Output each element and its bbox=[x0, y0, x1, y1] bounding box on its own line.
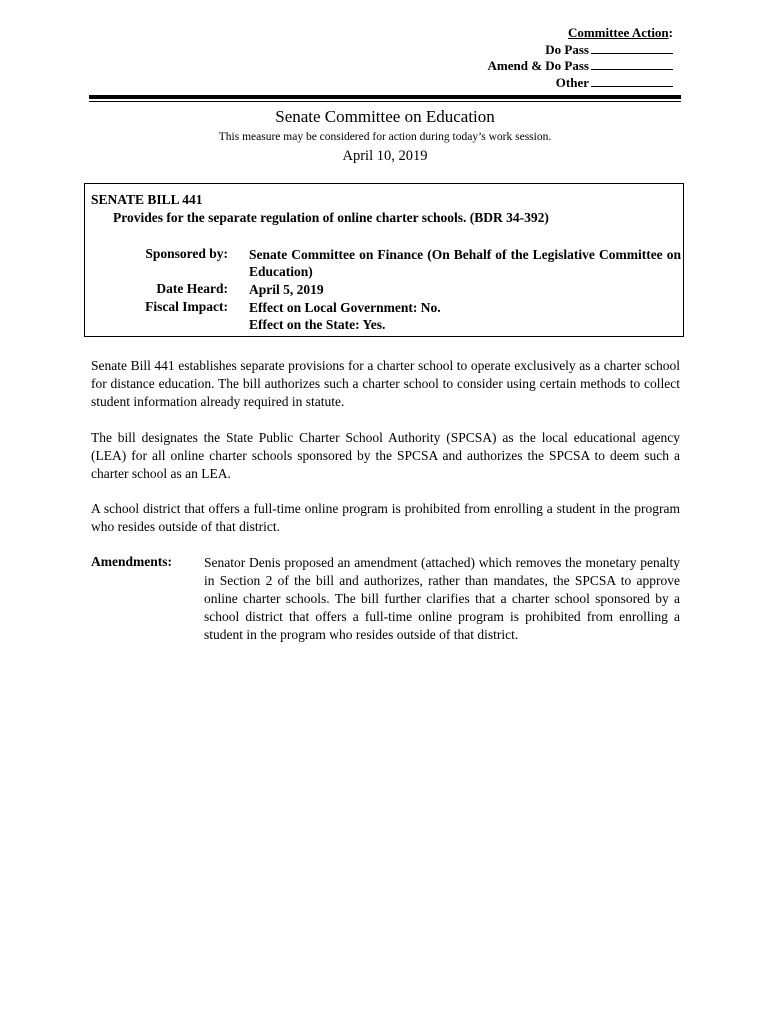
amend-do-pass-blank[interactable] bbox=[591, 58, 673, 70]
date-heard-label: Date Heard: bbox=[156, 281, 228, 296]
bill-number: SENATE BILL 441 bbox=[91, 192, 203, 207]
bill-summary-box bbox=[84, 183, 684, 337]
fiscal-impact-label: Fiscal Impact: bbox=[145, 299, 228, 314]
summary-paragraph: Senate Bill 441 establishes separate provisions for a charter school to operate exclusively as a charter school for distance education. The bill authorizes such a charter school to consider using certain methods to collect student information already required in statute. bbox=[91, 358, 680, 409]
hearing-date: April 10, 2019 bbox=[342, 148, 428, 164]
committee-title: Senate Committee on Education bbox=[275, 107, 495, 126]
committee-action-block bbox=[488, 25, 673, 91]
bill-description: Provides for the separate regulation of online charter schools. (BDR 34-392) bbox=[113, 210, 549, 225]
sponsored-by-label: Sponsored by: bbox=[145, 246, 228, 261]
do-pass-line: Do Pass bbox=[488, 42, 673, 59]
spcsa-paragraph: The bill designates the State Public Charter School Authority (SPCSA) as the local educational agency (LEA) for all online charter schools sponsored by the SPCSA and authorizes the SPCSA to deem such a charter school as an LEA. bbox=[91, 430, 680, 481]
header-rule-thin bbox=[89, 101, 681, 102]
work-session-note: This measure may be considered for action during today’s work session. bbox=[218, 131, 552, 143]
amend-do-pass-line: Amend & Do Pass bbox=[488, 58, 673, 75]
other-line: Other bbox=[488, 75, 673, 92]
amendments-label: Amendments: bbox=[91, 554, 172, 569]
fiscal-state-value: Effect on the State: Yes. bbox=[249, 317, 386, 332]
sponsor-value: Senate Committee on Finance (On Behalf of the Legislative Committee on Education) bbox=[249, 247, 681, 279]
other-blank[interactable] bbox=[591, 75, 673, 87]
committee-action-heading: Committee Action: bbox=[567, 25, 673, 40]
district-paragraph: A school district that offers a full-time online program is prohibited from enrolling a student in the program who resides outside of that district. bbox=[91, 501, 680, 534]
amendments-text: Senator Denis proposed an amendment (attached) which removes the monetary penalty in Section 2 of the bill and authorizes, rather than mandates, the SPCSA to approve online charter schools. The bill further clarifies that a charter school sponsored by a school district that offers a full-time online program is prohibited from enrolling a student in the program who resides outside of that district. bbox=[204, 555, 680, 642]
do-pass-blank[interactable] bbox=[591, 42, 673, 54]
date-heard-value: April 5, 2019 bbox=[249, 282, 324, 297]
fiscal-local-value: Effect on Local Government: No. bbox=[249, 300, 441, 315]
header-rule-thick bbox=[89, 95, 681, 99]
